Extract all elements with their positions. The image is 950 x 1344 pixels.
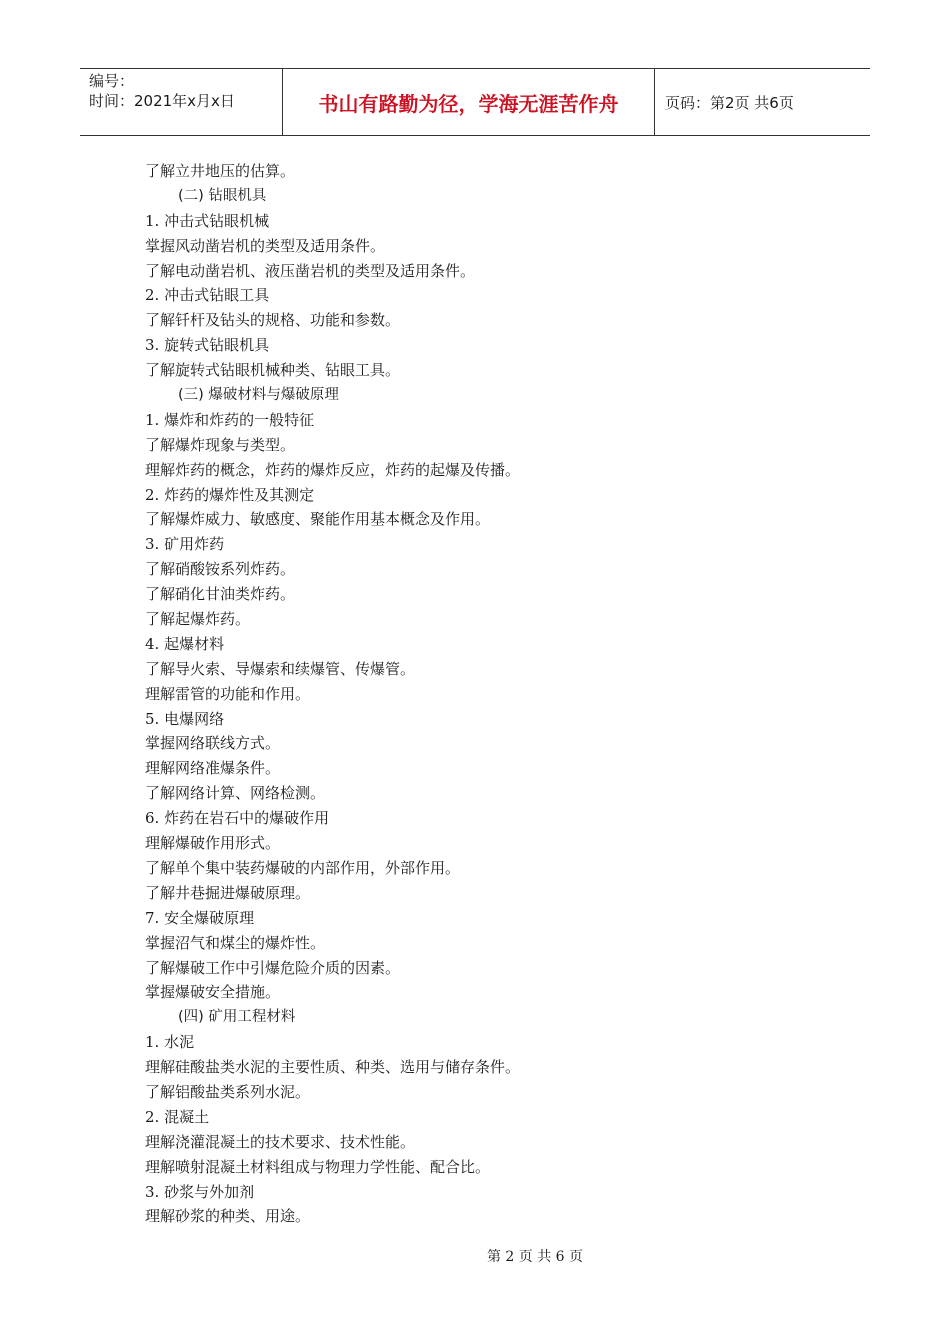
- body-line: 了解立井地压的估算。: [145, 162, 296, 180]
- body-line: 理解雷管的功能和作用。: [145, 684, 311, 703]
- header-motto: 书山有路勤为径，学海无涯苦作舟: [283, 69, 655, 135]
- body-line: 掌握网络联线方式。: [145, 734, 281, 753]
- body-line: 1. 爆炸和炸药的一般特征: [145, 410, 315, 429]
- body-line: 了解硝酸铵系列炸药。: [145, 560, 296, 579]
- page-header: [80, 68, 870, 136]
- body-line: 5. 电爆网络: [145, 709, 225, 728]
- body-line: 3. 砂浆与外加剂: [145, 1182, 255, 1201]
- body-line: 了解爆破工作中引爆危险介质的因素。: [145, 958, 401, 977]
- body-line: 掌握沼气和煤尘的爆炸性。: [145, 933, 326, 952]
- body-line: 掌握爆破安全措施。: [145, 983, 281, 1002]
- footer-page-number: 第 2 页 共 6 页: [486, 1249, 584, 1265]
- body-line: 2. 炸药的爆炸性及其测定: [145, 485, 315, 504]
- body-line: 了解钎杆及钻头的规格、功能和参数。: [145, 311, 401, 330]
- body-line: 6. 炸药在岩石中的爆破作用: [145, 809, 330, 828]
- body-line: 1. 水泥: [145, 1033, 195, 1052]
- body-line: 理解砂浆的种类、用途。: [145, 1207, 311, 1226]
- body-line: 了解电动凿岩机、液压凿岩机的类型及适用条件。: [145, 261, 476, 280]
- header-meta: [80, 69, 283, 135]
- body-line: 了解硝化甘油类炸药。: [145, 585, 296, 604]
- body-line: 了解爆炸现象与类型。: [145, 435, 296, 454]
- body-line: 理解硅酸盐类水泥的主要性质、种类、选用与储存条件。: [145, 1058, 521, 1077]
- body-line: 理解浇灌混凝土的技术要求、技术性能。: [145, 1132, 416, 1151]
- body-line: 3. 矿用炸药: [145, 535, 225, 554]
- section-heading: (三) 爆破材料与爆破原理: [178, 387, 339, 404]
- section-heading: (二) 钻眼机具: [178, 187, 267, 204]
- body-line: 了解铝酸盐类系列水泥。: [145, 1082, 311, 1101]
- body-line: 2. 混凝土: [145, 1107, 210, 1126]
- body-line: 了解起爆炸药。: [145, 610, 251, 629]
- body-line: 2. 冲击式钻眼工具: [145, 286, 270, 305]
- body-line: 了解网络计算、网络检测。: [145, 784, 326, 803]
- document-body: [145, 159, 845, 1229]
- body-line: 了解单个集中装药爆破的内部作用，外部作用。: [145, 858, 461, 877]
- body-line: 4. 起爆材料: [145, 634, 225, 653]
- body-line: 了解旋转式钻眼机械种类、钻眼工具。: [145, 361, 401, 380]
- body-line: 了解导火索、导爆索和续爆管、传爆管。: [145, 659, 416, 678]
- body-line: 理解网络准爆条件。: [145, 759, 281, 778]
- document-number-label: 编号：: [89, 72, 135, 90]
- page-footer: [0, 1246, 950, 1266]
- body-line: 3. 旋转式钻眼机具: [145, 336, 270, 355]
- body-line: 掌握风动凿岩机的类型及适用条件。: [145, 236, 386, 255]
- body-line: 理解炸药的概念，炸药的爆炸反应，炸药的起爆及传播。: [145, 460, 521, 479]
- section-heading: (四) 矿用工程材料: [178, 1009, 296, 1026]
- body-line: 了解爆炸威力、敏感度、聚能作用基本概念及作用。: [145, 510, 491, 529]
- body-line: 理解爆破作用形式。: [145, 834, 281, 853]
- body-line: 理解喷射混凝土材料组成与物理力学性能、配合比。: [145, 1157, 491, 1176]
- header-page-label: 页码：第2页 共6页: [665, 93, 794, 112]
- body-line: 1. 冲击式钻眼机械: [145, 211, 270, 230]
- body-line: 7. 安全爆破原理: [145, 908, 255, 927]
- document-time-label: 时间：2021年x月x日: [89, 92, 235, 110]
- body-line: 了解井巷掘进爆破原理。: [145, 883, 311, 902]
